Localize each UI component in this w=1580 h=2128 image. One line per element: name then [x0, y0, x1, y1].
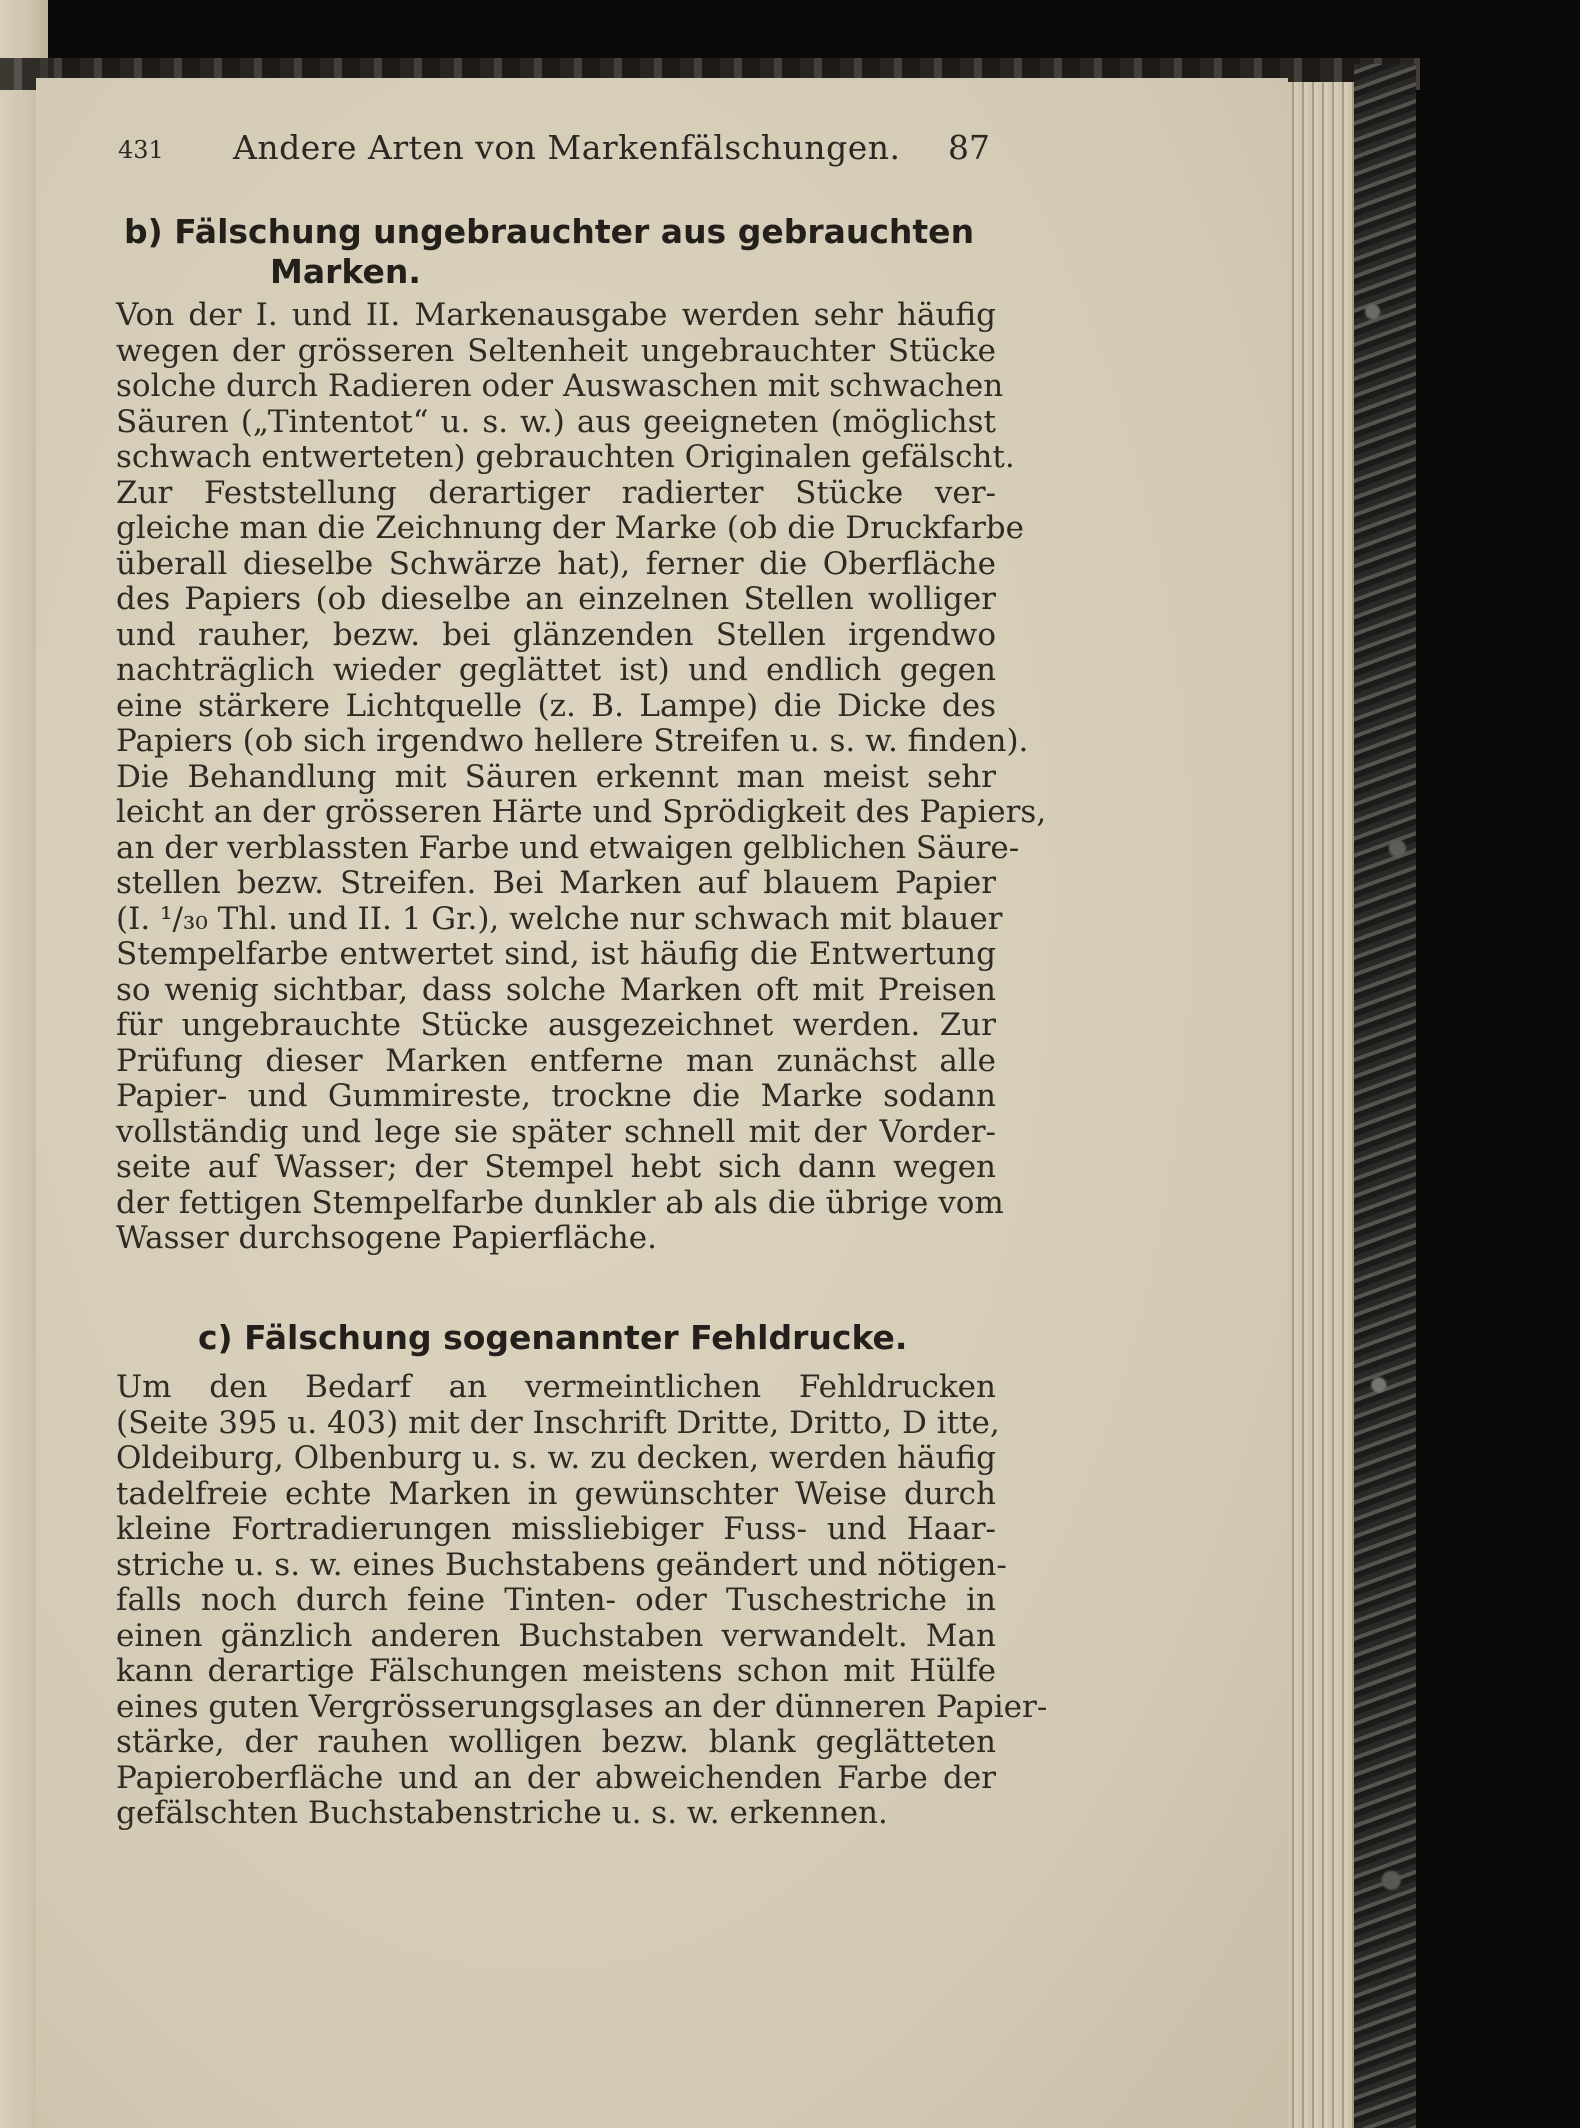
- text-line: an der verblassten Farbe und etwaigen gelblichen Säure-: [116, 829, 1020, 866]
- section-b-heading-line2: Marken.: [270, 252, 421, 291]
- text-line: eines guten Vergrösserungsglases an der dünneren Papier-: [116, 1688, 1048, 1725]
- text-line: überall dieselbe Schwärze hat), ferner die Oberfläche: [116, 545, 996, 582]
- section-b-heading-line1: b) Fälschung ungebrauchter aus gebrauchten: [124, 212, 975, 251]
- text-line: stärke, der rauhen wolligen bezw. blank geglätteten: [116, 1724, 996, 1760]
- text-line: des Papiers (ob dieselbe an einzelnen Stellen wolliger: [116, 581, 996, 617]
- text-line: (Seite 395 u. 403) mit der Inschrift Dritte, Dritto, D itte,: [116, 1404, 1000, 1441]
- text-line: kleine Fortradierungen missliebiger Fuss- und Haar-: [116, 1511, 996, 1547]
- text-line: falls noch durch feine Tinten- oder Tuschestriche in: [116, 1582, 996, 1618]
- text-line: eine stärkere Lichtquelle (z. B. Lampe) die Dicke des: [116, 687, 996, 724]
- text-line: Zur Feststellung derartiger radierter Stücke ver-: [116, 474, 996, 511]
- text-line: seite auf Wasser; der Stempel hebt sich dann wegen: [116, 1149, 996, 1185]
- text-line: leicht an der grösseren Härte und Sprödigkeit des Papiers,: [116, 794, 1047, 830]
- text-line: so wenig sichtbar, dass solche Marken oft mit Preisen: [116, 971, 996, 1008]
- text-line: einen gänzlich anderen Buchstaben verwandelt. Man: [116, 1617, 996, 1654]
- page-number: 87: [948, 128, 990, 167]
- text-line: gefälschten Buchstabenstriche u. s. w. erkennen.: [116, 1795, 888, 1831]
- text-line: Die Behandlung mit Säuren erkennt man meist sehr: [116, 758, 996, 795]
- text-line: kann derartige Fälschungen meistens schon mit Hülfe: [116, 1653, 996, 1689]
- text-line: Um den Bedarf an vermeintlichen Fehldrucken: [116, 1369, 996, 1405]
- section-number: 431: [118, 136, 164, 164]
- text-line: nachträglich wieder geglättet ist) und endlich gegen: [116, 652, 996, 688]
- text-line: Säuren („Tintentot“ u. s. w.) aus geeigneten (möglichst: [116, 403, 996, 440]
- text-line: Papieroberfläche und an der abweichenden Farbe der: [116, 1759, 996, 1796]
- text-line: tadelfreie echte Marken in gewünschter Weise durch: [116, 1475, 996, 1512]
- text-line: für ungebrauchte Stücke ausgezeichnet werden. Zur: [116, 1007, 996, 1043]
- text-line: Papier- und Gummireste, trockne die Marke sodann: [116, 1078, 996, 1114]
- text-line: Von der I. und II. Markenausgabe werden sehr häufig: [116, 297, 996, 333]
- page-header: [118, 128, 990, 176]
- text-line: (I. ¹/₃₀ Thl. und II. 1 Gr.), welche nur schwach mit blauer: [116, 900, 1003, 937]
- running-title: Andere Arten von Markenfälschungen.: [233, 128, 901, 167]
- text-line: Prüfung dieser Marken entferne man zunächst alle: [116, 1042, 996, 1079]
- text-line: Papiers (ob sich irgendwo hellere Streifen u. s. w. finden).: [116, 723, 1029, 759]
- section-c-body: [116, 1369, 1048, 1832]
- text-line: schwach entwerteten) gebrauchten Originalen gefälscht.: [116, 439, 1015, 475]
- text-line: Stempelfarbe entwertet sind, ist häufig die Entwertung: [116, 936, 996, 972]
- text-line: vollständig und lege sie später schnell mit der Vorder-: [116, 1113, 996, 1150]
- page-stack-edge: [1288, 82, 1354, 2128]
- text-line: wegen der grösseren Seltenheit ungebrauchter Stücke: [116, 332, 996, 369]
- section-b-body: [116, 297, 1047, 1257]
- text-line: Oldeiburg, Olbenburg u. s. w. zu decken, werden häufig: [116, 1440, 996, 1476]
- text-line: gleiche man die Zeichnung der Marke (ob die Druckfarbe: [116, 510, 1024, 546]
- text-line: stellen bezw. Streifen. Bei Marken auf blauem Papier: [116, 865, 996, 901]
- section-c-heading: c) Fälschung sogenannter Fehldrucke.: [198, 1318, 908, 1357]
- text-line: der fettigen Stempelfarbe dunkler ab als die übrige vom: [116, 1184, 1004, 1221]
- text-line: Wasser durchsogene Papierfläche.: [116, 1220, 657, 1256]
- marbled-cover: [1354, 64, 1416, 2128]
- text-line: striche u. s. w. eines Buchstabens geändert und nötigen-: [116, 1546, 1007, 1583]
- text-line: und rauher, bezw. bei glänzenden Stellen irgendwo: [116, 616, 996, 653]
- text-line: solche durch Radieren oder Auswaschen mit schwachen: [116, 368, 1004, 404]
